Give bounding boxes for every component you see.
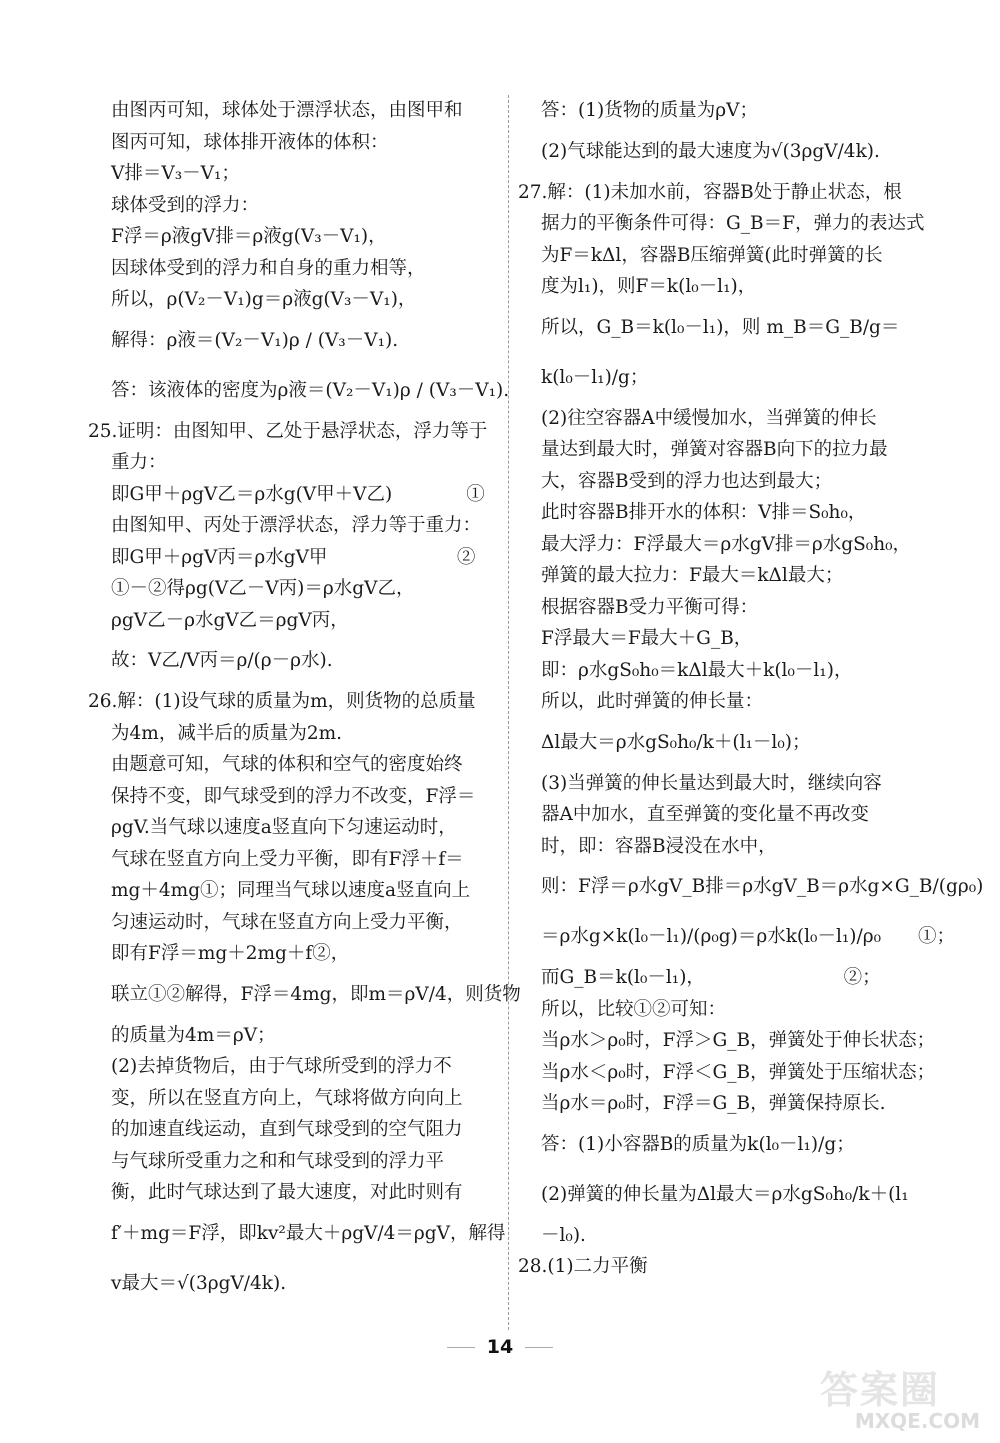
text-line: 即G甲＋ρgV乙＝ρ水g(V甲＋V乙) ① bbox=[111, 483, 485, 505]
text-line: 据力的平衡条件可得：G_B＝F，弹力的表达式 bbox=[541, 213, 925, 234]
text-line: 则：F浮＝ρ水gV_B排＝ρ水gV_B＝ρ水g×G_B/(gρ₀) bbox=[541, 876, 984, 897]
text-line: 衡，此时气球达到了最大速度，对此时则有 bbox=[111, 1182, 463, 1203]
text-line: ρgV.当气球以速度a竖直向下匀速运动时， bbox=[111, 817, 457, 838]
text-line: 为F＝kΔl，容器B压缩弹簧(此时弹簧的长 bbox=[541, 244, 883, 266]
text-line: 保持不变，即气球受到的浮力不改变，F浮＝ bbox=[111, 785, 476, 807]
column-divider bbox=[508, 95, 509, 1330]
text-line: 由题意可知，气球的体积和空气的密度始终 bbox=[111, 754, 463, 775]
text-line: V排＝V₃－V₁； bbox=[111, 163, 240, 184]
text-line: 所以，ρ(V₂－V₁)g＝ρ液g(V₃－V₁)， bbox=[111, 289, 417, 310]
watermark-logo: 答案圈 bbox=[820, 1368, 941, 1412]
text-line: 匀速运动时，气球在竖直方向上受力平衡， bbox=[111, 911, 463, 933]
text-line: 答：该液体的密度为ρ液＝(V₂－V₁)ρ / (V₃－V₁). bbox=[111, 379, 510, 401]
text-line: 根据容器B受力平衡可得： bbox=[541, 596, 759, 618]
text-line: 由图知甲、丙处于漂浮状态，浮力等于重力： bbox=[111, 515, 482, 536]
text-line: 答：(1)货物的质量为ρV； bbox=[541, 100, 758, 121]
text-line: 量达到最大时，弹簧对容器B向下的拉力最 bbox=[541, 439, 888, 460]
text-line: Δl最大＝ρ水gS₀h₀/k＋(l₁－l₀)； bbox=[541, 731, 811, 753]
text-line: 球体受到的浮力： bbox=[111, 194, 260, 216]
text-line: F浮最大＝F最大＋G_B， bbox=[541, 628, 753, 649]
text-line: 弹簧的最大拉力：F最大＝kΔl最大； bbox=[541, 565, 844, 586]
text-line: 度为l₁)，则F＝k(l₀－l₁)， bbox=[541, 276, 757, 297]
text-line: 的质量为4m＝ρV； bbox=[111, 1024, 276, 1046]
text-line: 当ρ水＜ρ₀时，F浮＜G_B，弹簧处于压缩状态； bbox=[541, 1061, 936, 1083]
footer-rule-left bbox=[447, 1347, 475, 1348]
text-line: 所以，此时弹簧的伸长量： bbox=[541, 691, 764, 712]
text-line: 所以，比较①②可知： bbox=[541, 998, 727, 1020]
text-line: 即：ρ水gS₀h₀＝kΔl最大＋k(l₀－l₁)， bbox=[541, 659, 853, 681]
text-line: 因球体受到的浮力和自身的重力相等， bbox=[111, 257, 426, 279]
watermark-url: MXQE.COM bbox=[854, 1409, 980, 1433]
text-line: 故：V乙/V丙＝ρ/(ρ－ρ水). bbox=[111, 650, 333, 671]
text-line: 而G_B＝k(l₀－l₁)， ②； bbox=[541, 967, 881, 988]
text-line: f′＋mg＝F浮，即kv²最大＋ρgV/4＝ρgV，解得 bbox=[111, 1222, 506, 1244]
text-line: mg＋4mg①；同理当气球以速度a竖直向上 bbox=[111, 880, 471, 901]
text-line: 的加速直线运动，直到气球受到的空气阻力 bbox=[111, 1119, 463, 1140]
text-line: 由图丙可知，球体处于漂浮状态，由图甲和 bbox=[111, 100, 463, 121]
text-line: 变，所以在竖直方向上，气球将做方向向上 bbox=[111, 1087, 463, 1109]
text-line: 即G甲＋ρgV丙＝ρ水gV甲 ② bbox=[111, 546, 476, 568]
text-line: (3)当弹簧的伸长量达到最大时，继续向容 bbox=[541, 772, 882, 794]
text-line: 联立①②解得，F浮＝4mg，即m＝ρV/4，则货物 bbox=[111, 983, 521, 1005]
text-line: ＝ρ水g×k(l₀－l₁)/(ρ₀g)＝ρ水k(l₀－l₁)/ρ₀ ①； bbox=[541, 926, 956, 947]
text-line: 大，容器B受到的浮力也达到最大； bbox=[541, 470, 833, 492]
text-line: (2)去掉货物后，由于气球所受到的浮力不 bbox=[111, 1056, 452, 1077]
text-line: 为4m，减半后的质量为2m. bbox=[111, 722, 343, 744]
text-line: 解得：ρ液＝(V₂－V₁)ρ / (V₃－V₁). bbox=[111, 329, 399, 351]
text-line: (2)弹簧的伸长量为Δl最大＝ρ水gS₀h₀/k＋(l₁ bbox=[541, 1183, 909, 1205]
text-line: 图丙可知，球体排开液体的体积： bbox=[111, 131, 389, 153]
text-line: 25.证明：由图知甲、乙处于悬浮状态，浮力等于 bbox=[88, 420, 488, 442]
text-line: v最大＝√(3ρgV/4k). bbox=[111, 1272, 287, 1294]
text-line: 28.(1)二力平衡 bbox=[518, 1256, 648, 1277]
page-number: 14 bbox=[486, 1336, 514, 1358]
text-line: 重力： bbox=[111, 452, 167, 473]
text-line: －l₀). bbox=[541, 1224, 586, 1246]
text-line: (2)气球能达到的最大速度为√(3ρgV/4k). bbox=[541, 140, 880, 162]
text-line: 与气球所受重力之和和气球受到的浮力平 bbox=[111, 1150, 445, 1172]
text-line: 器A中加水，直至弹簧的变化量不再改变 bbox=[541, 804, 869, 825]
right-column bbox=[518, 95, 984, 1283]
text-line: 时，即：容器B浸没在水中， bbox=[541, 835, 777, 857]
text-line: F浮＝ρ液gV排＝ρ液g(V₃－V₁)， bbox=[111, 226, 387, 247]
text-line: ①－②得ρg(V乙－V丙)＝ρ水gV乙， bbox=[111, 578, 415, 599]
text-line: k(l₀－l₁)/g； bbox=[541, 366, 649, 388]
text-line: 即有F浮＝mg＋2mg＋f②， bbox=[111, 943, 350, 964]
watermark bbox=[820, 1370, 980, 1438]
text-line: 27.解：(1)未加水前，容器B处于静止状态，根 bbox=[518, 181, 902, 203]
text-line: 当ρ水＞ρ₀时，F浮＞G_B，弹簧处于伸长状态； bbox=[541, 1030, 936, 1051]
text-line: 答：(1)小容器B的质量为k(l₀－l₁)/g； bbox=[541, 1133, 855, 1155]
text-line: 当ρ水＝ρ₀时，F浮＝G_B，弹簧保持原长. bbox=[541, 1093, 886, 1114]
footer-rule-right bbox=[525, 1347, 553, 1348]
text-line: 最大浮力：F浮最大＝ρ水gV排＝ρ水gS₀h₀， bbox=[541, 533, 912, 555]
text-line: (2)往空容器A中缓慢加水，当弹簧的伸长 bbox=[541, 407, 877, 429]
page-footer bbox=[0, 1336, 1000, 1358]
text-line: 所以，G_B＝k(l₀－l₁)，则 m_B＝G_B/g＝ bbox=[541, 316, 900, 338]
text-line: 气球在竖直方向上受力平衡，即有F浮＋f＝ bbox=[111, 848, 464, 870]
text-line: 26.解：(1)设气球的质量为m，则货物的总质量 bbox=[88, 691, 476, 712]
text-line: 此时容器B排开水的体积：V排＝S₀h₀， bbox=[541, 502, 867, 523]
left-column bbox=[88, 95, 521, 1309]
text-line: ρgV乙－ρ水gV乙＝ρgV丙， bbox=[111, 609, 349, 631]
